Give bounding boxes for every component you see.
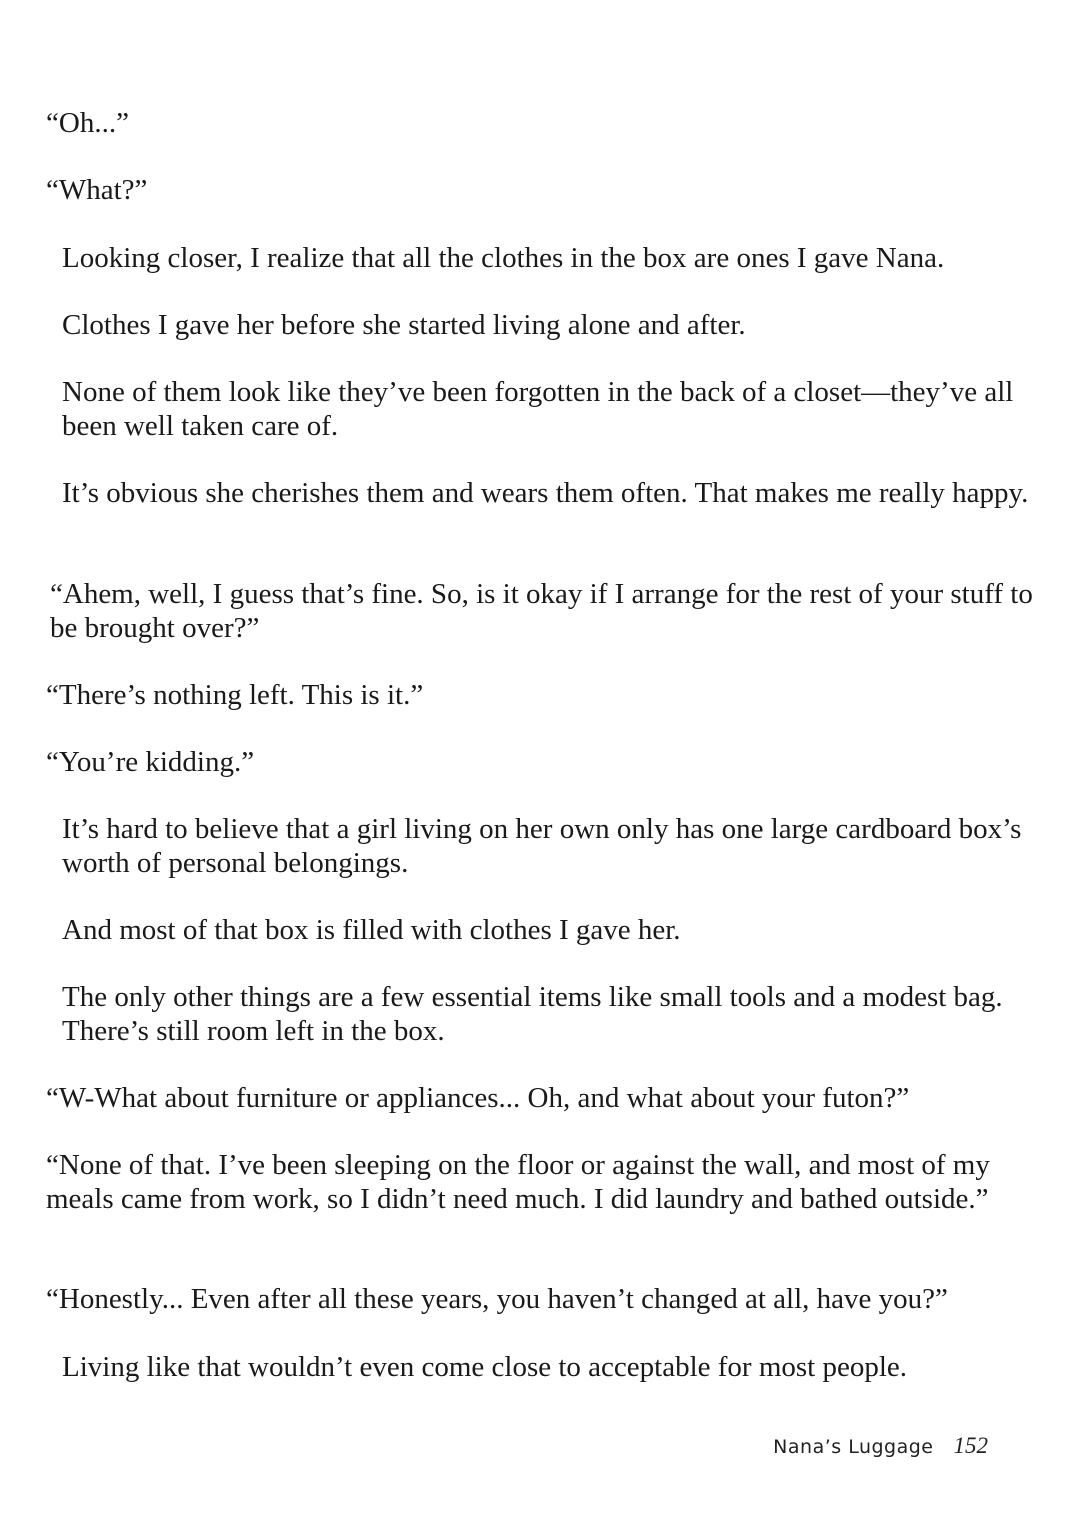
paragraph-15: “Honestly... Even after all these years, you haven’t changed at all, have you?” bbox=[46, 1283, 948, 1315]
paragraph-2: “What?” bbox=[46, 174, 148, 206]
paragraph-11: And most of that box is filled with clothes I gave her. bbox=[62, 914, 681, 946]
page-footer bbox=[773, 1433, 988, 1465]
chapter-title: Nana’s Luggage bbox=[773, 1436, 934, 1458]
paragraph-8: “There’s nothing left. This is it.” bbox=[46, 679, 424, 711]
paragraph-4: Clothes I gave her before she started living alone and after. bbox=[62, 309, 746, 341]
paragraph-1: “Oh...” bbox=[46, 107, 129, 139]
paragraph-9: “You’re kidding.” bbox=[46, 746, 255, 778]
paragraph-16: Living like that wouldn’t even come close to acceptable for most people. bbox=[62, 1351, 908, 1383]
paragraph-5: None of them look like they’ve been forgotten in the back of a closet—they’ve all been well taken care of. bbox=[62, 376, 1014, 442]
paragraph-6: It’s obvious she cherishes them and wears them often. That makes me really happy. bbox=[62, 477, 1029, 509]
paragraph-7 bbox=[46, 577, 1056, 645]
page-number: 152 bbox=[953, 1433, 988, 1458]
paragraph-3: Looking closer, I realize that all the clothes in the box are ones I gave Nana. bbox=[62, 242, 945, 274]
paragraph-13: “W-What about furniture or appliances... Oh, and what about your futon?” bbox=[46, 1082, 910, 1114]
paragraph-12: The only other things are a few essential items like small tools and a modest bag. There’s still room left in the box. bbox=[62, 981, 1003, 1047]
paragraph-14: “None of that. I’ve been sleeping on the floor or against the wall, and most of my meals came from work, so I didn’t need much. I did laundry and bathed outside.” bbox=[46, 1149, 990, 1215]
paragraph-7-text: “Ahem, well, I guess that’s fine. So, is it okay if I arrange for the rest of your stuff to be brought over?” bbox=[50, 578, 1033, 644]
paragraph-10: It’s hard to believe that a girl living on her own only has one large cardboard box’s worth of personal belongings. bbox=[62, 813, 1022, 879]
